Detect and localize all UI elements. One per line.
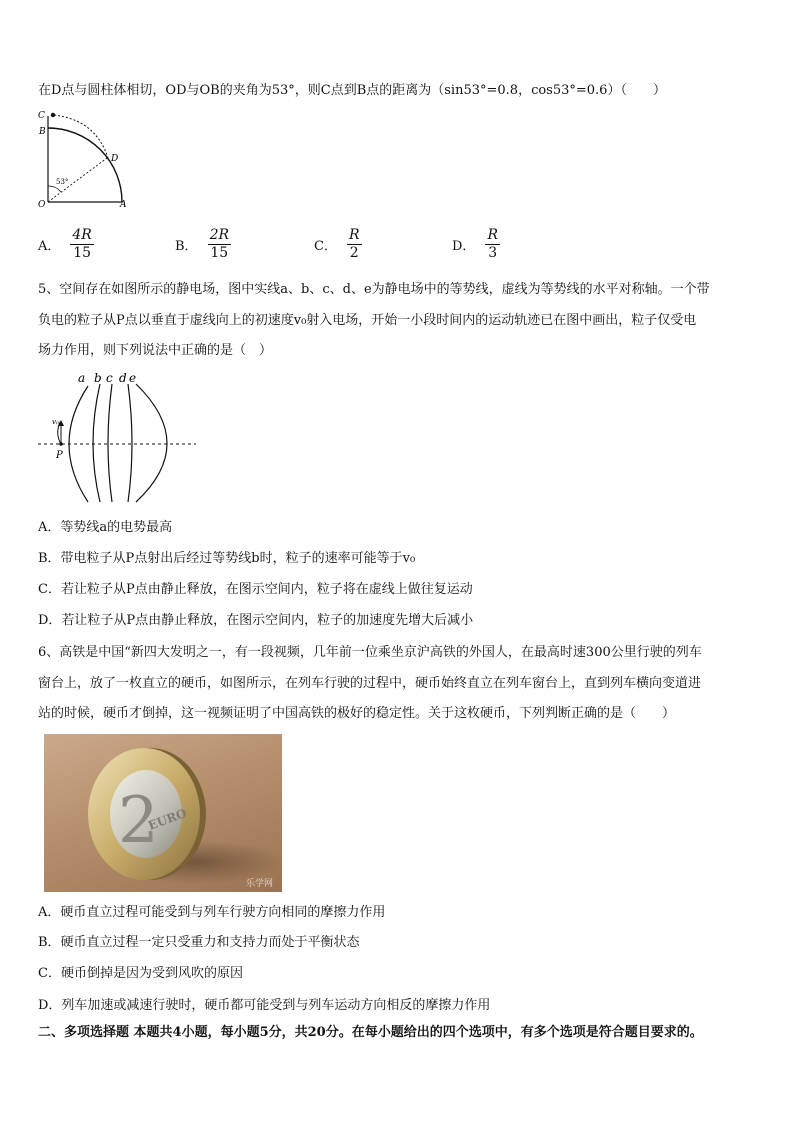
coin-photo (44, 734, 282, 892)
fig-label-b: B (39, 127, 46, 137)
q5-option-d[interactable]: D．若让粒子从P点由静止释放，在图示空间内，粒子的加速度先增大后减小 (38, 613, 474, 628)
q4-figure (36, 106, 136, 210)
q4-option-d[interactable]: D． $\frac{R}{3}$ (452, 226, 498, 261)
q5-stem-line-3: 场力作用，则下列说法中正确的是（ ） (38, 343, 273, 358)
point-label-p: P (56, 450, 63, 461)
q4-stem-tail: 在D点与圆柱体相切，OD与OB的夹角为53°，则C点到B点的距离为（sin53°=0.8，cos53°=0.6）（ ） (38, 83, 666, 98)
curve-label-d: d (119, 371, 127, 385)
curve-label-c: c (106, 371, 113, 385)
coin-numeral: 2 (118, 784, 159, 858)
q5-option-b[interactable]: B．带电粒子从P点射出后经过等势线b时，粒子的速率可能等于v₀ (38, 551, 416, 566)
q6-option-a[interactable]: A．硬币直立过程可能受到与列车行驶方向相同的摩擦力作用 (38, 905, 386, 920)
q4-option-a[interactable]: A． $\frac{4R}{15}$ (38, 226, 92, 261)
photo-watermark: 乐学网 (246, 879, 274, 889)
velocity-label: v₀ (52, 418, 59, 426)
curve-label-a: a (78, 371, 86, 385)
fig-label-o: O (38, 200, 46, 210)
q6-option-b[interactable]: B．硬币直立过程一定只受重力和支持力而处于平衡状态 (38, 935, 360, 950)
q6-stem-line-3: 站的时候，硬币才倒掉，这一视频证明了中国高铁的极好的稳定性。关于这枚硬币，下列判断正确的是（ ） (38, 706, 676, 721)
section-2-heading: 二、多项选择题 本题共4小题，每小题5分，共20分。在每小题给出的四个选项中，有多个选项是符合题目要求的。 (38, 1025, 703, 1040)
q6-option-c[interactable]: C．硬币倒掉是因为受到风吹的原因 (38, 966, 243, 981)
q4-option-b[interactable]: B． $\frac{2R}{15}$ (175, 226, 230, 261)
fig-label-a: A (120, 200, 127, 210)
q5-stem-line-1: 5、空间存在如图所示的静电场，图中实线a、b、c、d、e为静电场中的等势线，虚线为等势线的水平对称轴。一个带 (38, 282, 710, 297)
q4-option-c[interactable]: C． $\frac{R}{2}$ (314, 226, 360, 261)
q6-stem-line-1: 6、高铁是中国“新四大发明之一，有一段视频，几年前一位乘坐京沪高铁的外国人，在最高时速300公里行驶的列车 (38, 645, 702, 660)
fig-label-c: C (38, 111, 45, 121)
fig-label-d: D (111, 154, 119, 164)
fig-angle: 53° (56, 178, 69, 186)
q5-figure (36, 370, 196, 506)
q4-options (38, 222, 598, 266)
curve-label-e: e (129, 371, 137, 385)
curve-label-b: b (94, 371, 102, 385)
q6-option-d[interactable]: D．列车加速或减速行驶时，硬币都可能受到与列车运动方向相反的摩擦力作用 (38, 998, 491, 1013)
q5-option-a[interactable]: A．等势线a的电势最高 (38, 520, 173, 535)
q5-stem-line-2: 负电的粒子从P点以垂直于虚线向上的初速度v₀射入电场，开始一小段时间内的运动轨迹已在图中画出，粒子仅受电 (38, 313, 697, 328)
q5-option-c[interactable]: C．若让粒子从P点由静止释放，在图示空间内，粒子将在虚线上做往复运动 (38, 582, 473, 597)
coin-text: EURO (146, 805, 189, 833)
q6-stem-line-2: 窗台上，放了一枚直立的硬币，如图所示，在列车行驶的过程中，硬币始终直立在列车窗台上，直到列车横向变道进 (38, 676, 702, 691)
